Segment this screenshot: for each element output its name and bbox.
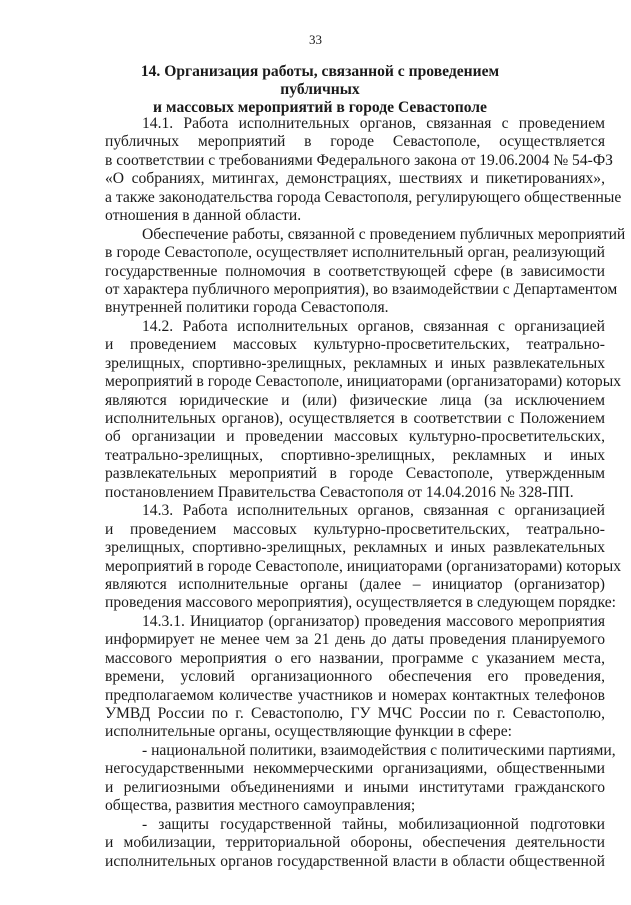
paragraph-line: - защиты государственной тайны, мобилизационной подготовки [142,815,605,833]
section-heading-line: и массовых мероприятий в городе Севастополе [153,99,487,116]
paragraph-line: и проведением массовых культурно-просветительских, театрально- [105,336,605,354]
paragraph [105,317,621,502]
paragraph-line: и проведением массовых культурно-просветительских, театрально- [105,520,605,538]
paragraph-line: мероприятий в городе Севастополе, инициаторами (организаторами) которых [105,557,621,575]
section-heading [100,63,540,117]
paragraph-line: государственные полномочия в соответствующей сфере (в зависимости [105,262,605,280]
paragraph-line: и религиозными объединениями и иными институтами гражданского [105,778,605,796]
paragraph-line: негосударственными некоммерческими организациями, общественными [105,760,605,778]
paragraph [105,225,626,318]
paragraph-line: мероприятий в городе Севастополе, инициаторами (организаторами) которых [105,373,621,391]
paragraph-line: внутренней политики города Севастополя. [105,299,389,317]
paragraph [105,502,621,613]
paragraph-line: исполнительных органов государственной власти в области общественной [105,852,605,870]
paragraph-line: об организации и проведении массовых культурно-просветительских, [105,428,605,446]
paragraph-line: развлекательных мероприятий в городе Севастополе, утвержденным [105,465,605,483]
paragraph-line: общества, развития местного самоуправления; [105,797,416,815]
paragraph-line: предполагаемом количестве участников и номерах контактных телефонов [105,686,605,704]
paragraph [105,613,605,742]
paragraph [105,741,616,816]
paragraph-line: отношения в данной области. [105,207,302,225]
paragraph-line: 14.2. Работа исполнительных органов, связанная с организацией [142,317,605,335]
paragraph-line: в соответствии с требованиями Федерального закона от 19.06.2004 № 54-ФЗ [105,151,613,169]
paragraph-line: являются исполнительные органы (далее – инициатор (организатор) [105,575,605,593]
paragraph-line: постановлением Правительства Севастополя от 14.04.2016 № 328-ПП. [105,483,574,501]
paragraph-line: являются юридические и (или) физические лица (за исключением [105,391,605,409]
paragraph-line: исполнительных органов), осуществляется в соответствии с Положением [105,410,605,427]
paragraph-line: 14.1. Работа исполнительных органов, связанная с проведением [142,115,605,132]
document-body [105,115,626,871]
paragraph-line: массового мероприятия о его названии, программе с указанием места, [105,649,605,667]
paragraph [105,115,622,226]
paragraph-line: 14.3. Работа исполнительных органов, связанная с организацией [142,502,605,520]
paragraph-line: 14.3.1. Инициатор (организатор) проведения массового мероприятия [142,612,605,630]
paragraph-line: публичных мероприятий в городе Севастополе, осуществляется [105,133,605,151]
paragraph-line: УМВД России по г. Севастополю, ГУ МЧС России по г. Севастополю, [105,705,605,722]
page-number: 33 [309,32,322,47]
paragraph-line: исполнительные органы, осуществляющие функции в сфере: [105,723,512,741]
paragraph-line: информирует не менее чем за 21 день до даты проведения планируемого [105,631,605,649]
paragraph-line: в городе Севастополе, осуществляет исполнительный орган, реализующий [105,244,605,262]
paragraph-line: а также законодательства города Севастополя, регулирующего общественные [105,188,622,206]
paragraph-line: «О собраниях, митингах, демонстрациях, шествиях и пикетированиях», [105,170,605,188]
paragraph-line: Обеспечение работы, связанной с проведением публичных мероприятий [142,225,626,243]
paragraph-line: зрелищных, спортивно-зрелищных, рекламных и иных развлекательных [105,539,605,557]
paragraph-line: и мобилизации, территориальной обороны, обеспечения деятельности [105,834,605,852]
paragraph-line: времени, условий организационного обеспечения его проведения, [105,668,605,686]
paragraph-line: - национальной политики, взаимодействия с политическими партиями, [142,741,616,759]
paragraph [105,816,605,871]
paragraph-line: зрелищных, спортивно-зрелищных, рекламных и иных развлекательных [105,354,605,372]
paragraph-line: от характера публичного мероприятия), во взаимодействии с Департаментом [105,280,618,298]
paragraph-line: театрально-зрелищных, спортивно-зрелищных, рекламных и иных [105,446,605,464]
paragraph-line: проведения массового мероприятия), осуществляется в следующем порядке: [105,594,617,612]
section-heading-line: 14. Организация работы, связанной с проведением публичных [140,63,500,98]
